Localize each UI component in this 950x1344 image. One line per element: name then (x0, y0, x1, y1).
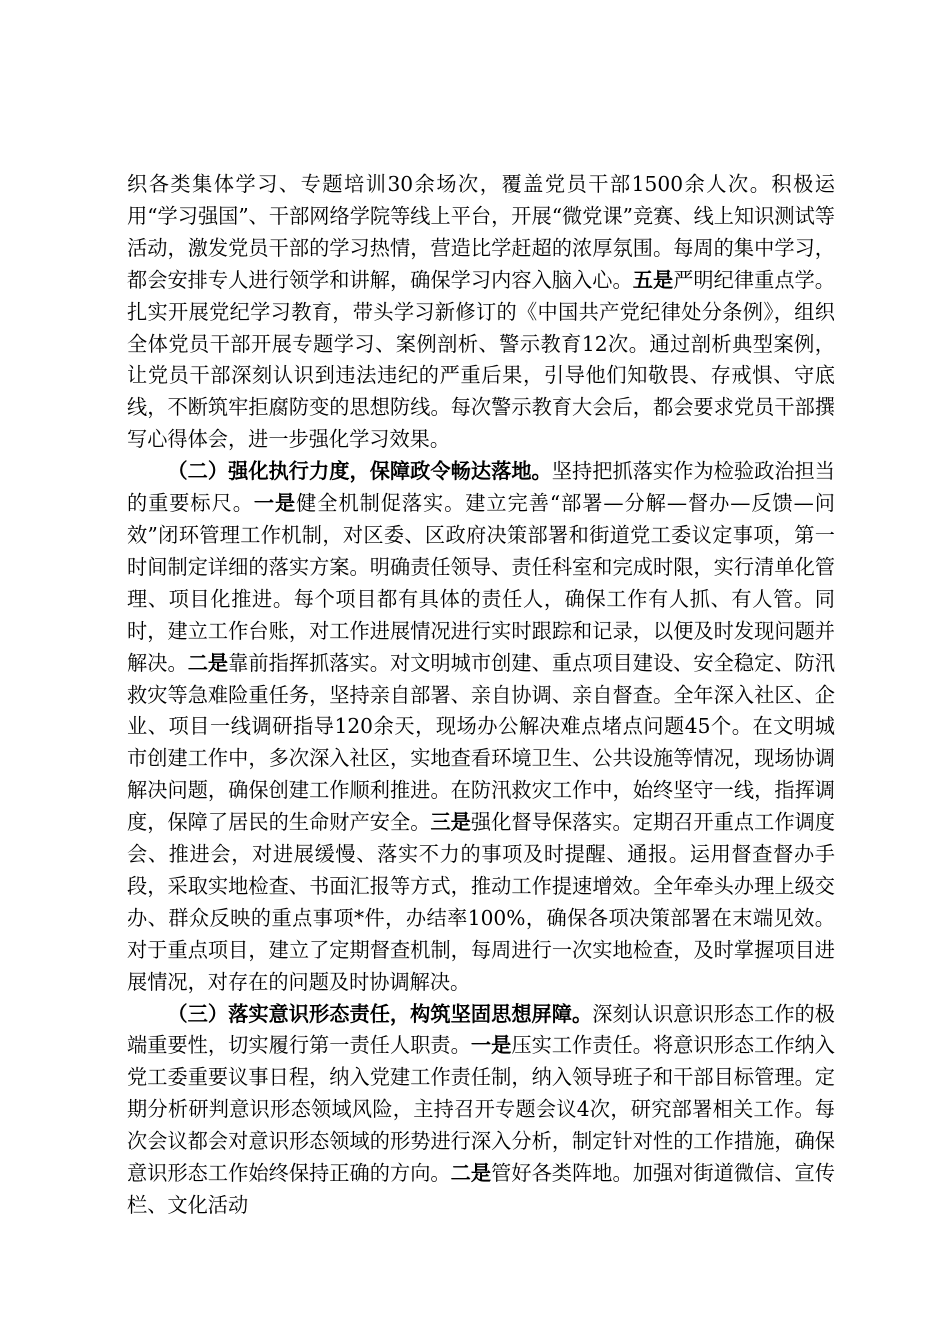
paragraph-text: 管好各类阵地。加强对街道微信、宣传栏、文化活动 (127, 1161, 835, 1217)
paragraph-text: 深刻认识意识形态工作的极端重要性，切实履行第一责任人职责。 (127, 1001, 835, 1058)
paragraph-study-continued (127, 169, 835, 456)
section-heading: （三）落实意识形态责任，构筑坚固思想屏障。 (167, 1001, 593, 1026)
bold-marker: 一是 (253, 491, 297, 516)
paragraph-text: 压实工作责任。将意识形态工作纳入党工委重要议事日程，纳入党建工作责任制，纳入领导班子和干部目标管理。定期分析研判意识形态领域风险，主持召开专题会议4次，研究部署相关工作。每次会议都会对意识形态领域的形势进行深入分析，制定针对性的工作措施，确保意识形态工作始终保持正确的方向。 (127, 1033, 835, 1186)
bold-marker: 二是 (450, 1161, 492, 1186)
bold-marker: 三是 (430, 810, 471, 835)
bold-marker: 一是 (470, 1033, 512, 1058)
paragraph-text: 织各类集体学习、专题培训30余场次，覆盖党员干部1500余人次。积极运用“学习强国”、干部网络学院等线上平台，开展“微党课”竞赛、线上知识测试等活动，激发党员干部的学习热情，营造比学赶超的浓厚氛围。每周的集中学习，都会安排专人进行领学和讲解，确保学习内容入脑入心。 (127, 172, 835, 292)
paragraph-text: 严明纪律重点学。扎实开展党纪学习教育，带头学习新修订的《中国共产党纪律处分条例》，组织全体党员干部开展专题学习、案例剖析、警示教育12次。通过剖析典型案例，让党员干部深刻认识到违法违纪的严重后果，引导他们知敬畏、存戒惧、守底线，不断筑牢拒腐防变的思想防线。每次警示教育大会后，都会要求党员干部撰写心得体会，进一步强化学习效果。 (127, 267, 835, 452)
section-heading: （二）强化执行力度，保障政令畅达落地。 (167, 459, 552, 484)
document-page (127, 169, 835, 1222)
paragraph-execution (127, 456, 835, 998)
paragraph-text: 强化督导保落实。定期召开重点工作调度会、推进会，对进展缓慢、落实不力的事项及时提醒、通报。运用督查督办手段，采取实地检查、书面汇报等方式，推动工作提速增效。全年牵头办理上级交办、群众反映的重点事项*件，办结率100%，确保各项决策部署在末端见效。对于重点项目，建立了定期督查机制，每周进行一次实地检查，及时掌握项目进展情况，对存在的问题及时协调解决。 (127, 810, 835, 994)
paragraph-text: 靠前指挥抓落实。对文明城市创建、重点项目建设、安全稳定、防汛救灾等急难险重任务，坚持亲自部署、亲自协调、亲自督查。全年深入社区、企业、项目一线调研指导120余天，现场办公解决难点堵点问题45个。在文明城市创建工作中，多次深入社区，实地查看环境卫生、公共设施等情况，现场协调解决问题，确保创建工作顺利推进。在防汛救灾工作中，始终坚守一线，指挥调度，保障了居民的生命财产安全。 (127, 650, 835, 835)
paragraph-ideology (127, 999, 835, 1222)
bold-marker: 二是 (187, 650, 229, 675)
paragraph-text: 坚持把抓落实作为检验政治担当的重要标尺。 (127, 459, 835, 516)
bold-marker: 五是 (632, 267, 674, 292)
paragraph-text: 健全机制促落实。建立完善“部署—分解—督办—反馈—问效”闭环管理工作机制，对区委、区政府决策部署和街道党工委议定事项，第一时间制定详细的落实方案。明确责任领导、责任科室和完成时限，实行清单化管理、项目化推进。每个项目都有具体的责任人，确保工作有人抓、有人管。同时，建立工作台账，对工作进展情况进行实时跟踪和记录，以便及时发现问题并解决。 (127, 491, 835, 675)
